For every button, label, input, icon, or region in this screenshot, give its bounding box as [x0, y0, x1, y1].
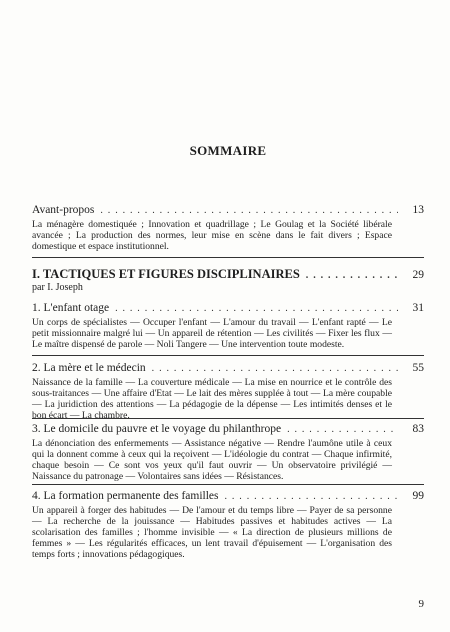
toc-heading-row [32, 204, 424, 216]
toc-heading-row [32, 423, 424, 435]
toc-heading-row [32, 267, 424, 282]
toc-page-number: 29 [412, 269, 424, 281]
toc-page-number: 55 [412, 362, 424, 374]
page-title: SOMMAIRE [189, 143, 267, 158]
toc-heading: Avant-propos [32, 204, 95, 216]
toc-heading: 3. Le domicile du pauvre et le voyage du philanthrope [32, 423, 282, 435]
section-divider [32, 355, 424, 356]
toc-description: Un corps de spécialistes — Occuper l'enfant — L'amour du travail — L'enfant rapté — Le petit missionnaire malgré lui — Un appareil de rétention — Les civilités — Fixer les flux — Le maître dispensé de parole — Noli Tangere — Une intervention toute modeste. [32, 317, 392, 350]
section-divider [32, 257, 424, 258]
part-author: par I. Joseph [32, 282, 83, 293]
toc-heading: 1. L'enfant otage [32, 302, 110, 314]
toc-description: La dénonciation des enfermements — Assistance négative — Rendre l'aumône utile à ceux qui la donnent comme à ceux qui la reçoivent — L'idéologie du contrat — Chaque infirmité, chaque besoin — Ce sont vos yeux qu'il faut ouvrir — Un observatoire privilégié — Naissance du patronage — Volontaires sans idées — Résistances. [32, 438, 392, 482]
toc-entry-chapter-3 [32, 423, 424, 482]
leader-dots [287, 424, 398, 435]
toc-page-number: 99 [412, 490, 424, 502]
toc-part-1 [32, 267, 424, 293]
leader-dots [115, 303, 398, 314]
toc-description: Naissance de la famille — La couverture médicale — La mise en nourrice et le contrôle des sous-traitances — Une affaire d'Etat — Le lait des mères supplée à tout — La mère coupable — La juridiction des attentions — La pédagogie de la dépense — Les intimités denses et le bon écart — La chambre. [32, 377, 392, 421]
toc-heading-row [32, 362, 424, 374]
toc-entry-avant-propos [32, 204, 424, 252]
toc-page [32, 0, 424, 632]
toc-entry-chapter-4 [32, 490, 424, 560]
leader-dots [100, 205, 398, 216]
toc-page-number: 13 [412, 204, 424, 216]
part-heading: I. TACTIQUES ET FIGURES DISCIPLINAIRES [32, 267, 300, 281]
toc-heading: 4. La formation permanente des familles [32, 490, 219, 502]
section-divider [32, 418, 424, 419]
toc-heading-row [32, 302, 424, 314]
toc-description: La ménagère domestiquée ; Innovation et quadrillage ; Le Goulag et la Société libérale avancée ; La production des normes, leur mise en scène dans le fait divers ; Espace domestique et espace institutionnel. [32, 219, 392, 252]
leader-dots [306, 270, 398, 281]
toc-page-number: 83 [412, 423, 424, 435]
toc-page-number: 31 [412, 302, 424, 314]
toc-entry-chapter-1 [32, 302, 424, 350]
leader-dots [225, 491, 399, 502]
section-divider [32, 484, 424, 485]
toc-entry-chapter-2 [32, 362, 424, 421]
toc-description: Un appareil à forger des habitudes — De l'amour et du temps libre — Payer de sa personne — La recherche de la jouissance — Habitudes passives et habitudes actives — La scolarisation des familles ; l'homme invisible — « La direction de plusieurs millions de femmes » — Les régularités efficaces, un lent travail d'épuisement — L'organisation des temps forts ; innovations pédagogiques. [32, 505, 392, 560]
leader-dots [152, 363, 398, 374]
folio-page-number: 9 [418, 598, 424, 610]
toc-heading: 2. La mère et le médecin [32, 362, 146, 374]
toc-heading-row [32, 490, 424, 502]
